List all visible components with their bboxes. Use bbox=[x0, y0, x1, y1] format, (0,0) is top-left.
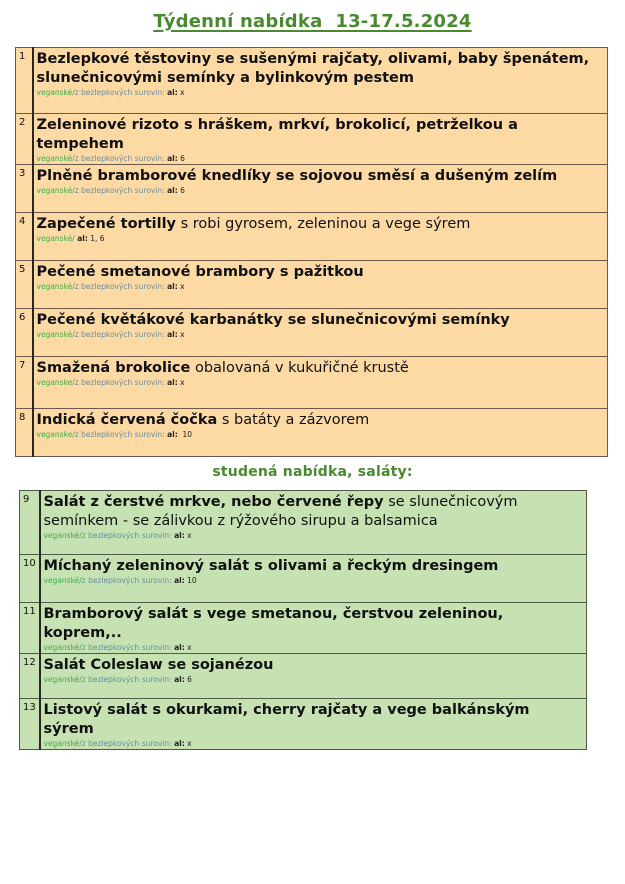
item-number: 10 bbox=[20, 555, 40, 603]
gluten-free-label: z bezlepkových surovin: bbox=[74, 330, 165, 339]
dish-name-rest: se slunečnicovým semínkem - se zálivkou z rýžového sirupu a balsamica bbox=[43, 494, 523, 529]
vegan-label: veganské/ bbox=[36, 330, 75, 339]
dish-name-bold: Pečené květákové karbanátky se slunečnicovými semínky bbox=[36, 312, 510, 328]
item-number: 5 bbox=[16, 261, 33, 309]
dish-note bbox=[37, 154, 604, 164]
item-number: 6 bbox=[16, 309, 33, 357]
dish-note bbox=[37, 234, 604, 244]
menu-row bbox=[16, 48, 608, 114]
dish-name bbox=[44, 605, 583, 643]
dish-name bbox=[37, 311, 604, 330]
dish-cell bbox=[33, 114, 608, 165]
dish-note bbox=[37, 330, 604, 340]
vegan-label: veganské/ bbox=[43, 576, 82, 585]
dish-name-rest: s robi gyrosem, zeleninou a vege sýrem bbox=[176, 216, 471, 232]
menu-row bbox=[16, 357, 608, 409]
dish-note bbox=[44, 576, 583, 586]
allergens: al: 6 bbox=[167, 154, 185, 163]
allergens: al: 10 bbox=[174, 576, 197, 585]
allergens: al: x bbox=[167, 378, 185, 387]
dish-cell bbox=[40, 699, 587, 750]
vegan-label: veganské/ bbox=[43, 643, 82, 652]
allergens: al: x bbox=[167, 282, 185, 291]
dish-name-bold: Smažená brokolice bbox=[36, 360, 191, 376]
allergens: al: x bbox=[174, 643, 192, 652]
dish-name-bold: Zapečené tortilly bbox=[36, 216, 176, 232]
gluten-free-label: z bezlepkových surovin: bbox=[81, 739, 172, 748]
gluten-free-label: z bezlepkových surovin: bbox=[74, 154, 165, 163]
dish-name-bold: Indická červená čočka bbox=[36, 412, 218, 428]
menu-row bbox=[20, 699, 587, 750]
item-number: 13 bbox=[20, 699, 40, 750]
dish-name bbox=[37, 411, 604, 430]
item-number: 11 bbox=[20, 603, 40, 654]
item-number: 2 bbox=[16, 114, 33, 165]
hot-menu-table bbox=[15, 47, 608, 457]
menu-row bbox=[20, 555, 587, 603]
menu-row bbox=[16, 213, 608, 261]
dish-cell bbox=[33, 165, 608, 213]
item-number: 8 bbox=[16, 409, 33, 457]
dish-name bbox=[44, 701, 583, 739]
dish-name-bold: Salát z čerstvé mrkve, nebo červené řepy bbox=[43, 494, 384, 510]
dish-cell bbox=[40, 491, 587, 555]
dish-note bbox=[44, 531, 583, 541]
item-number: 9 bbox=[20, 491, 40, 555]
vegan-label: veganské/ bbox=[36, 186, 75, 195]
dish-cell bbox=[33, 213, 608, 261]
gluten-free-label: z bezlepkových surovin: bbox=[81, 531, 172, 540]
cold-menu-table bbox=[19, 490, 587, 750]
dish-name-bold: Zeleninové rizoto s hráškem, mrkví, brokolicí, petrželkou a tempehem bbox=[36, 117, 518, 152]
dish-name-bold: Pečené smetanové brambory s pažitkou bbox=[36, 264, 364, 280]
dish-note bbox=[37, 430, 604, 440]
allergens: al: x bbox=[167, 88, 185, 97]
dish-name bbox=[44, 656, 583, 675]
dish-note bbox=[37, 378, 604, 388]
menu-row bbox=[16, 165, 608, 213]
dish-note bbox=[44, 643, 583, 653]
menu-row bbox=[20, 603, 587, 654]
menu-row bbox=[20, 491, 587, 555]
vegan-label: veganské/ bbox=[36, 234, 75, 243]
vegan-label: veganské/ bbox=[43, 531, 82, 540]
dish-name bbox=[44, 493, 583, 531]
item-number: 7 bbox=[16, 357, 33, 409]
item-number: 3 bbox=[16, 165, 33, 213]
gluten-free-label: z bezlepkových surovin: bbox=[74, 186, 165, 195]
gluten-free-label: z bezlepkových surovin: bbox=[81, 576, 172, 585]
dish-cell bbox=[40, 654, 587, 699]
gluten-free-label: z bezlepkových surovin: bbox=[74, 430, 165, 439]
allergens: al: x bbox=[167, 330, 185, 339]
dish-name bbox=[37, 116, 604, 154]
dish-cell bbox=[33, 261, 608, 309]
gluten-free-label: z bezlepkových surovin: bbox=[74, 282, 165, 291]
dish-cell bbox=[40, 555, 587, 603]
dish-note bbox=[37, 88, 604, 98]
allergens: al: 10 bbox=[167, 430, 193, 439]
vegan-label: veganské/ bbox=[43, 739, 82, 748]
dish-name bbox=[37, 50, 604, 88]
gluten-free-label: z bezlepkových surovin: bbox=[74, 88, 165, 97]
dish-cell bbox=[33, 309, 608, 357]
dish-name-bold: Bezlepkové těstoviny se sušenými rajčaty, olivami, baby špenátem, slunečnicovými semínky a bylinkovým pestem bbox=[36, 51, 590, 86]
dish-name-bold: Míchaný zeleninový salát s olivami a řeckým dresingem bbox=[43, 558, 499, 574]
gluten-free-label: z bezlepkových surovin: bbox=[81, 675, 172, 684]
dish-name-bold: Salát Coleslaw se sojanézou bbox=[43, 657, 274, 673]
dish-name-bold: Listový salát s okurkami, cherry rajčaty a vege balkánským sýrem bbox=[43, 702, 530, 737]
item-number: 1 bbox=[16, 48, 33, 114]
dish-name-rest: s batáty a zázvorem bbox=[217, 412, 370, 428]
dish-name bbox=[37, 263, 604, 282]
allergens: al: 1, 6 bbox=[77, 234, 105, 243]
page-title: Týdenní nabídka 13-17.5.2024 bbox=[153, 11, 472, 32]
vegan-label: veganské/ bbox=[36, 154, 75, 163]
vegan-label: veganské/ bbox=[43, 675, 82, 684]
allergens: al: 6 bbox=[167, 186, 185, 195]
gluten-free-label: z bezlepkových surovin: bbox=[74, 378, 165, 387]
dish-note bbox=[44, 739, 583, 749]
menu-row bbox=[16, 261, 608, 309]
dish-name-bold: Plněné bramborové knedlíky se sojovou směsí a dušeným zelím bbox=[36, 168, 558, 184]
item-number: 12 bbox=[20, 654, 40, 699]
allergens: al: x bbox=[174, 531, 192, 540]
gluten-free-label: z bezlepkových surovin: bbox=[81, 643, 172, 652]
vegan-label: veganske/ bbox=[36, 378, 75, 387]
dish-name-rest: obalovaná v kukuřičné krustě bbox=[190, 360, 409, 376]
allergens: al: x bbox=[174, 739, 192, 748]
dish-note bbox=[44, 675, 583, 685]
dish-name bbox=[37, 167, 604, 186]
item-number: 4 bbox=[16, 213, 33, 261]
dish-note bbox=[37, 282, 604, 292]
vegan-label: veganske/ bbox=[36, 430, 75, 439]
dish-name bbox=[37, 359, 604, 378]
vegan-label: veganské/ bbox=[36, 282, 75, 291]
dish-cell bbox=[33, 357, 608, 409]
menu-row bbox=[20, 654, 587, 699]
menu-row bbox=[16, 409, 608, 457]
menu-row bbox=[16, 309, 608, 357]
dish-name bbox=[37, 215, 604, 234]
dish-name-bold: Bramborový salát s vege smetanou, čerstvou zeleninou, koprem,.. bbox=[43, 606, 504, 641]
dish-cell bbox=[33, 409, 608, 457]
dish-cell bbox=[33, 48, 608, 114]
dish-cell bbox=[40, 603, 587, 654]
dish-name bbox=[44, 557, 583, 576]
allergens: al: 6 bbox=[174, 675, 192, 684]
vegan-label: veganské/ bbox=[36, 88, 75, 97]
cold-menu-heading: studená nabídka, saláty: bbox=[212, 464, 413, 480]
menu-row bbox=[16, 114, 608, 165]
dish-note bbox=[37, 186, 604, 196]
